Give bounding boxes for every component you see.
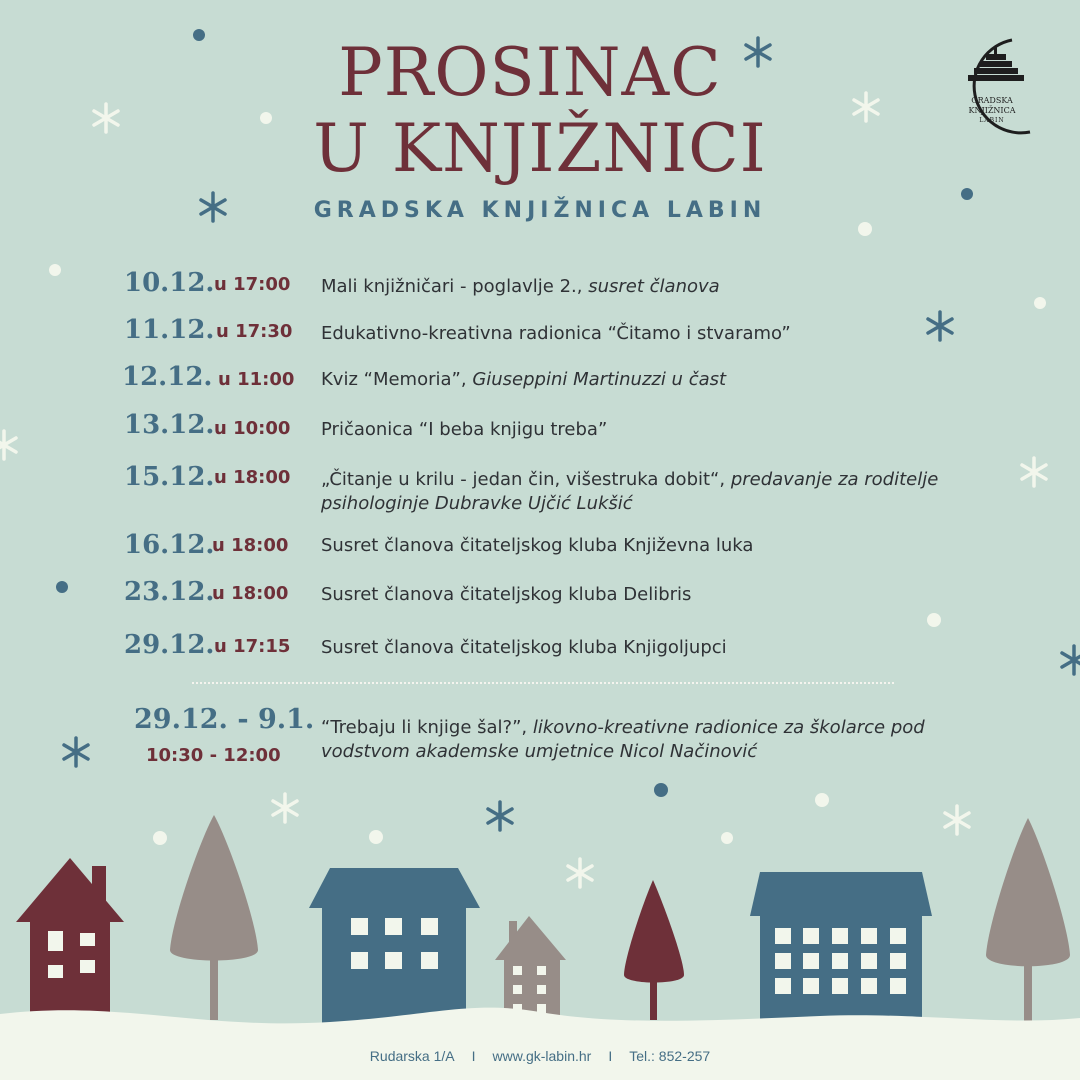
event-description — [321, 636, 981, 660]
event-date: 10.12. — [124, 268, 215, 298]
footer-address: Rudarska 1/A — [369, 1048, 455, 1064]
event-date: 13.12. — [124, 410, 215, 440]
special-event-description — [321, 716, 941, 764]
event-description — [321, 275, 981, 299]
tree-gray-left — [170, 815, 258, 1020]
event-text: Edukativno-kreativna radionica “Čitamo i stvaramo” — [321, 323, 791, 344]
event-time: u 18:00 — [214, 467, 291, 488]
event-text: Pričaonica “I beba knjigu treba” — [321, 419, 608, 440]
tree-gray-right — [986, 818, 1070, 1025]
event-text: Susret članova čitateljskog kluba Knjigoljupci — [321, 637, 727, 658]
event-date: 12.12. — [122, 362, 213, 392]
event-text: „Čitanje u krilu - jedan čin, višestruka dobit“, — [321, 469, 731, 490]
event-date: 29.12. — [124, 630, 215, 660]
footer-separator: I — [471, 1048, 476, 1064]
divider — [192, 682, 894, 684]
event-time: u 18:00 — [212, 583, 289, 604]
footer-separator: I — [608, 1048, 613, 1064]
event-date: 15.12. — [124, 462, 215, 492]
footer-website-link[interactable]: www.gk-labin.hr — [492, 1048, 592, 1064]
logo-line-1: GRADSKA — [971, 96, 1013, 105]
event-text-italic: susret članova — [588, 276, 720, 297]
event-description — [321, 534, 981, 558]
event-text-italic: Giuseppini Martinuzzi u čast — [472, 369, 727, 390]
event-text: Mali knjižničari - poglavlje 2., — [321, 276, 589, 297]
event-time: u 18:00 — [212, 535, 289, 556]
winter-village-illustration — [0, 800, 1080, 1080]
logo-line-3: LABIN — [979, 117, 1005, 124]
title-line-1: PROSINAC — [338, 34, 722, 111]
footer — [0, 1048, 1080, 1064]
event-text-italic: predavanje za roditelje psihologinje Dubravke Ujčić Lukšić — [321, 469, 939, 514]
house-blue-right — [750, 872, 932, 1037]
event-text: Susret članova čitateljskog kluba Delibris — [321, 584, 692, 605]
event-date: 11.12. — [124, 315, 215, 345]
event-time: u 10:00 — [214, 418, 291, 439]
snow-ground — [0, 1008, 1080, 1080]
special-event-date-range: 29.12. - 9.1. — [134, 704, 315, 735]
event-time: u 17:15 — [214, 636, 291, 657]
event-description — [321, 368, 981, 392]
house-blue-middle — [309, 868, 480, 1034]
event-description — [321, 322, 981, 346]
tree-maroon — [624, 880, 684, 1020]
special-event-text: “Trebaju li knjige šal?”, — [321, 717, 533, 738]
logo-line-2: KNJIŽNICA — [968, 106, 1016, 115]
event-time: u 17:00 — [214, 274, 291, 295]
subtitle: GRADSKA KNJIŽNICA LABIN — [313, 198, 767, 223]
footer-phone: Tel.: 852-257 — [629, 1048, 711, 1064]
event-date: 16.12. — [124, 530, 215, 560]
house-maroon — [16, 858, 124, 1033]
event-time: u 17:30 — [216, 321, 293, 342]
event-description — [321, 468, 971, 516]
title-line-2: U KNJIŽNICI — [313, 110, 767, 187]
special-event-text-italic: likovno-kreativne radionice za školarce pod vodstvom akademske umjetnice Nicol Načinović — [321, 717, 925, 762]
event-text: Susret članova čitateljskog kluba Književna luka — [321, 535, 754, 556]
event-description — [321, 583, 981, 607]
event-time: u 11:00 — [218, 369, 295, 390]
event-text: Kviz “Memoria”, — [321, 369, 473, 390]
special-event-time: 10:30 - 12:00 — [146, 745, 281, 766]
event-date: 23.12. — [124, 577, 215, 607]
event-description — [321, 418, 981, 442]
